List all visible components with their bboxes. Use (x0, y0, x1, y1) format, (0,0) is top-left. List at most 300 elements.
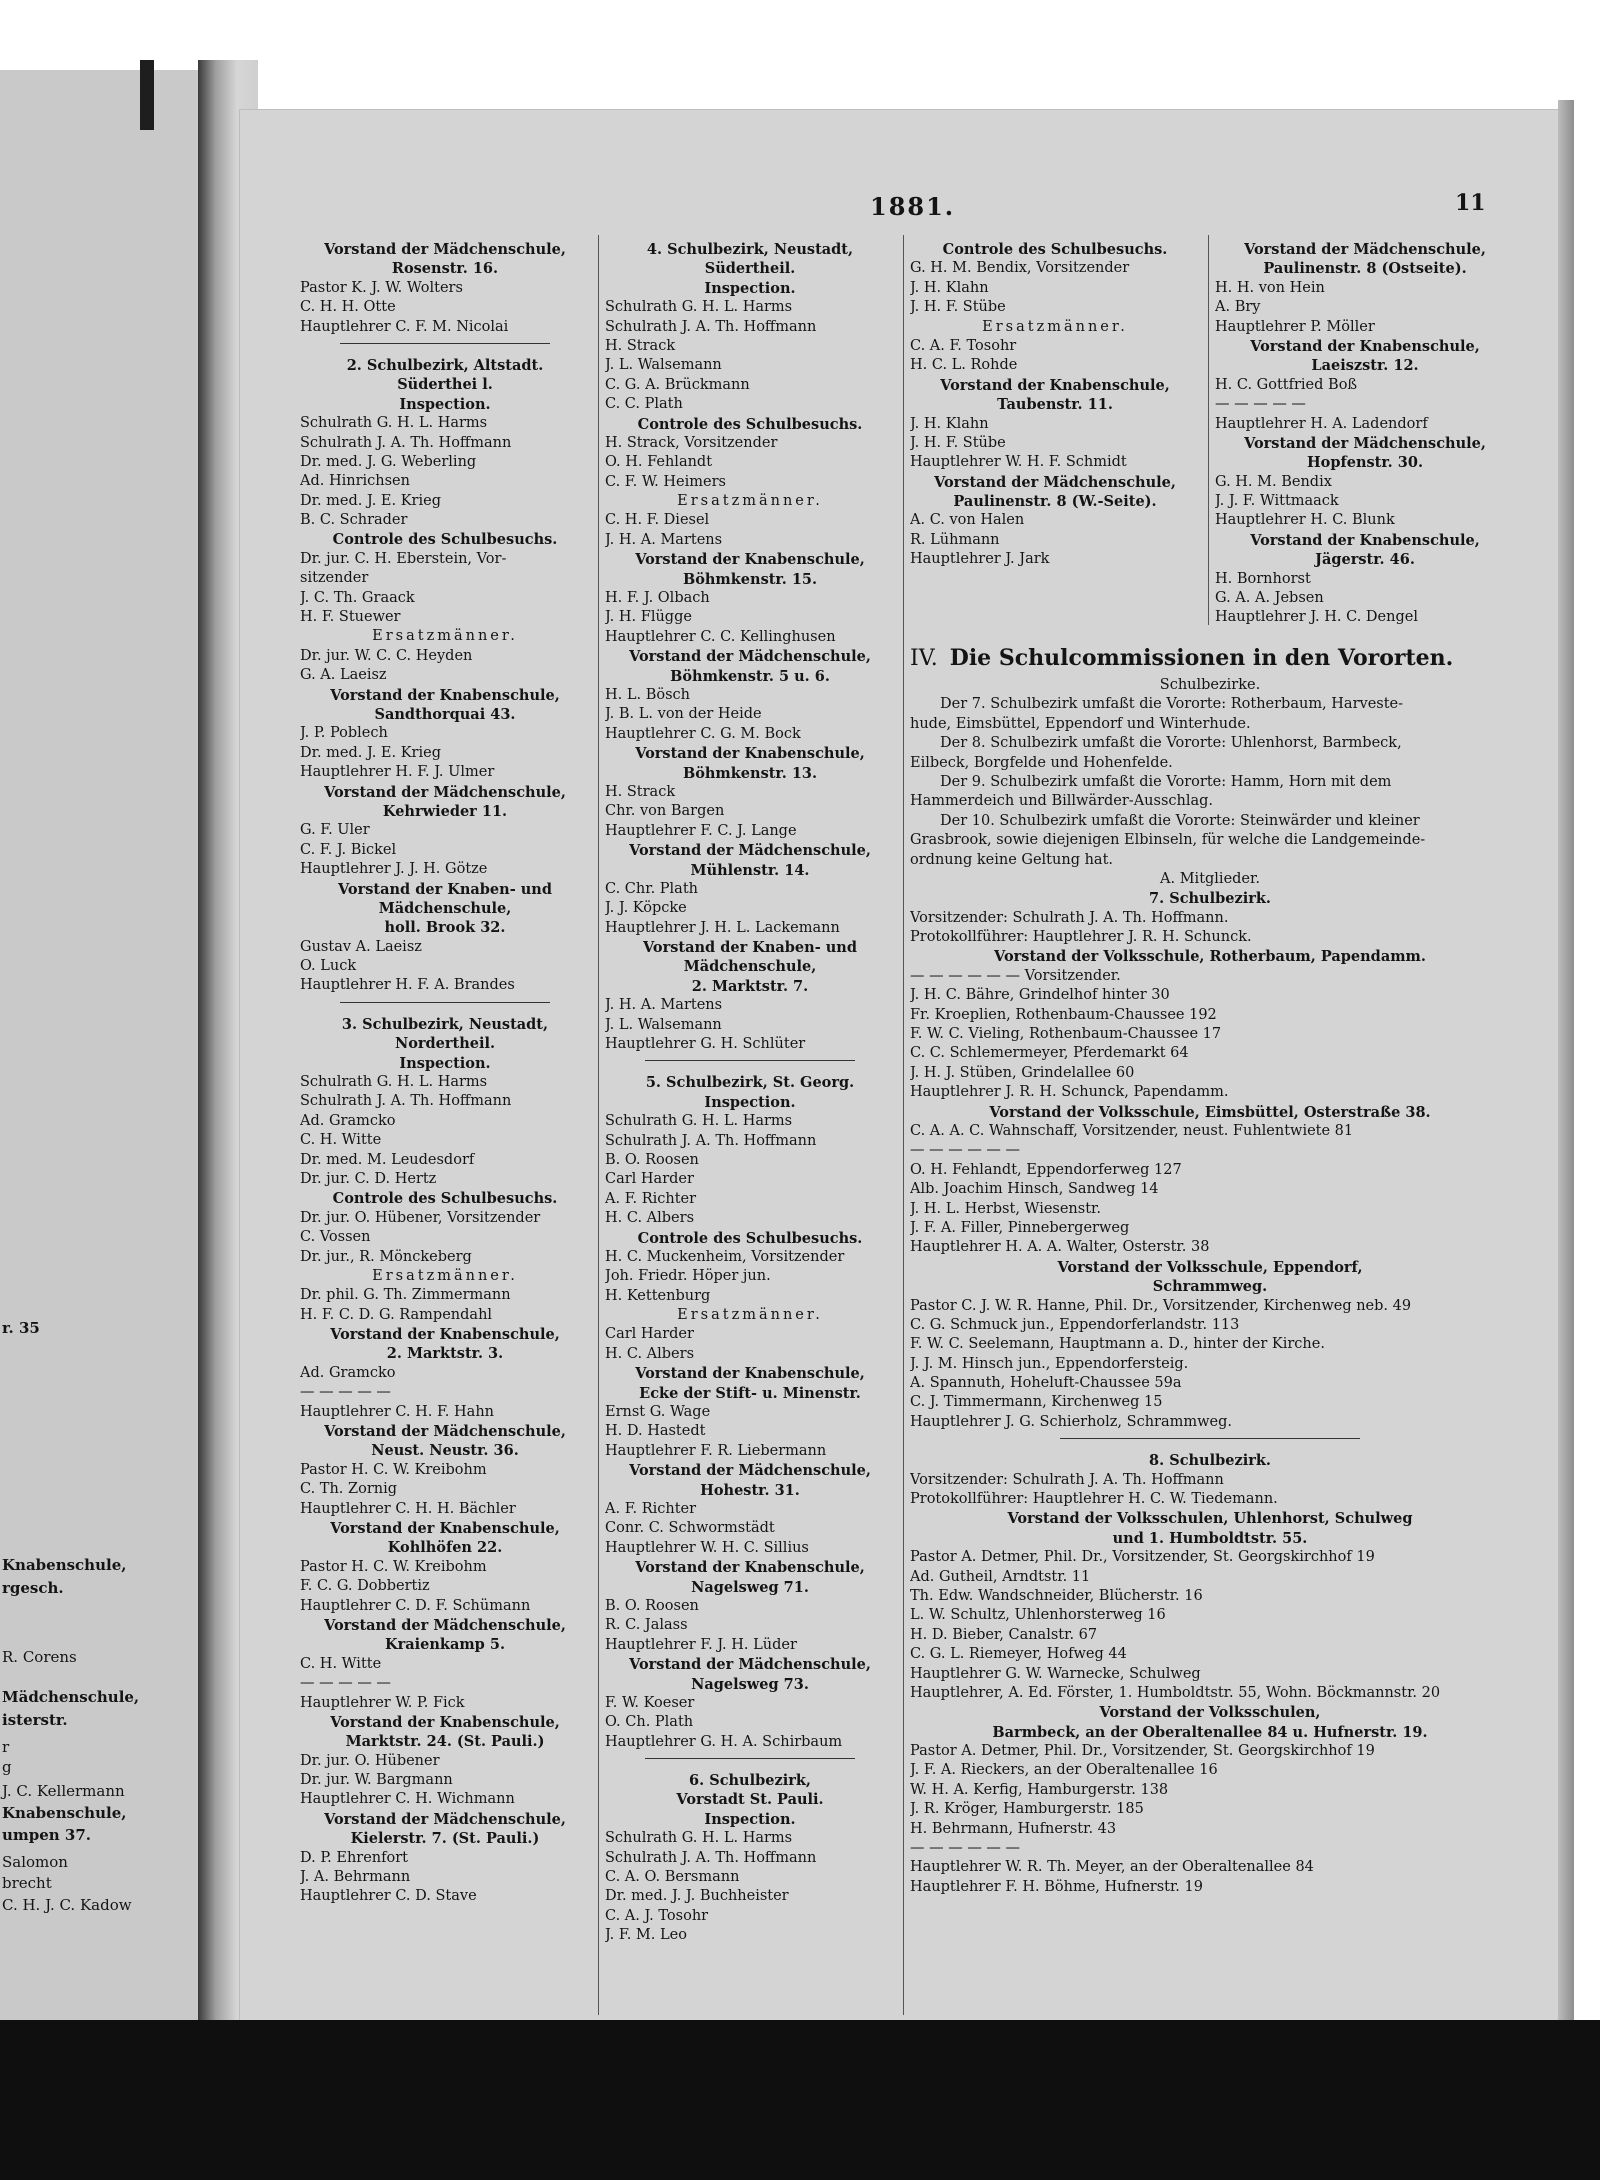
entry-line: F. W. C. Seelemann, Hauptmann a. D., hinter der Kirche. (910, 1336, 1325, 1353)
section-heading: Laeiszstr. 12. (1311, 357, 1419, 375)
entry-line: Hauptlehrer H. C. Blunk (1215, 512, 1395, 529)
entry-line: Hauptlehrer G. W. Warnecke, Schulweg (910, 1665, 1201, 1682)
entry-line: H. D. Hastedt (605, 1423, 706, 1440)
entry-line: Dr. jur. C. H. Eberstein, Vor- (300, 550, 507, 567)
entry-line: Hammerdeich und Billwärder-Ausschlag. (910, 793, 1214, 810)
entry-line: R. C. Jalass (605, 1617, 688, 1634)
section-heading: Vorstand der Knabenschule, (635, 551, 865, 569)
section-heading: Vorstand der Mädchenschule, (629, 1656, 871, 1674)
entry-line: H. Kettenburg (605, 1287, 711, 1304)
entry-line: Hauptlehrer W. P. Fick (300, 1694, 465, 1711)
entry-line: Pastor H. C. W. Kreibohm (300, 1461, 487, 1478)
section-heading: Hohestr. 31. (700, 1481, 800, 1499)
section-heading: 5. Schulbezirk, St. Georg. (645, 1074, 855, 1092)
section-heading: Vorstand der Knabenschule, (330, 1520, 560, 1537)
entry-line: Ersatzmänner. (372, 628, 518, 645)
left-page-fragment: Knabenschule, (2, 1804, 127, 1822)
section-heading: Controle des Schulbesuchs. (332, 1190, 558, 1208)
section-rule (340, 343, 550, 356)
section-heading: Vorstand der Knabenschule, (330, 686, 560, 704)
entry-line: R. Lühmann (910, 531, 1000, 548)
left-page-fragment: C. H. J. C. Kadow (2, 1896, 132, 1914)
section-heading: Vorstand der Knabenschule, (1250, 531, 1480, 549)
entry-line: C. C. Schlemermeyer, Pferdemarkt 64 (910, 1045, 1189, 1062)
entry-line: C. A. A. C. Wahnschaff, Vorsitzender, neust. Fuhlentwiete 81 (910, 1122, 1354, 1139)
entry-line: J. L. Walsemann (605, 1016, 722, 1033)
entry-line: Th. Edw. Wandschneider, Blücherstr. 16 (910, 1587, 1203, 1604)
entry-line: Der 10. Schulbezirk umfaßt die Vororte: Steinwärder und kleiner (940, 812, 1420, 829)
section-heading: Controle des Schulbesuchs. (637, 1229, 863, 1247)
entry-line: Carl Harder (605, 1326, 694, 1343)
column-divider (1208, 235, 1209, 625)
entry-line: Hauptlehrer H. A. A. Walter, Osterstr. 38 (910, 1239, 1210, 1256)
section-heading: holl. Brook 32. (384, 919, 506, 937)
entry-line: — — — — — (1215, 396, 1306, 413)
entry-line: H. F. C. D. G. Rampendahl (300, 1306, 493, 1323)
entry-line: G. A. Laeisz (300, 667, 387, 684)
entry-line: J. A. Behrmann (300, 1869, 411, 1886)
section-heading: Inspection. (399, 1054, 491, 1072)
entry-line: C. Chr. Plath (605, 880, 698, 897)
entry-line: J. F. A. Filler, Pinnebergerweg (910, 1219, 1130, 1236)
entry-line: Fr. Kroeplien, Rothenbaum-Chaussee 192 (910, 1006, 1217, 1023)
section-heading: Nordertheil. (394, 1035, 496, 1053)
entry-line: Gustav A. Laeisz (300, 938, 422, 955)
entry-line: hude, Eimsbüttel, Eppendorf und Winterhude. (910, 715, 1251, 732)
section-heading: Taubenstr. 11. (997, 396, 1113, 414)
section-heading: Inspection. (399, 395, 491, 413)
entry-line: C. G. L. Riemeyer, Hofweg 44 (910, 1646, 1127, 1663)
column-divider (598, 235, 599, 2015)
entry-line: J. J. Köpcke (605, 900, 687, 917)
entry-line: Hauptlehrer P. Möller (1215, 318, 1375, 335)
entry-line: J. C. Th. Graack (300, 589, 415, 606)
entry-line: A. C. von Halen (910, 512, 1025, 529)
column-3 (910, 240, 1200, 570)
entry-line: Dr. jur. O. Hübener, Vorsitzender (300, 1209, 541, 1226)
entry-line: A. Bry (1215, 299, 1261, 316)
left-page-fragment: r. 35 (2, 1319, 40, 1337)
entry-line: Der 7. Schulbezirk umfaßt die Vororte: Rotherbaum, Harveste- (940, 696, 1404, 713)
section-heading: Paulinenstr. 8 (W.-Seite). (953, 493, 1157, 511)
entry-line: Hauptlehrer C. H. Wichmann (300, 1791, 515, 1808)
entry-line: Hauptlehrer, A. Ed. Förster, 1. Humboldtstr. 55, Wohn. Böckmannstr. 20 (910, 1684, 1441, 1701)
entry-line: Alb. Joachim Hinsch, Sandweg 14 (910, 1181, 1159, 1198)
entry-line: Hauptlehrer F. J. H. Lüder (605, 1636, 797, 1653)
entry-line: J. H. C. Bähre, Grindelhof hinter 30 (910, 987, 1170, 1004)
entry-line: Schulrath J. A. Th. Hoffmann (300, 1093, 512, 1110)
entry-line: Grasbrook, sowie diejenigen Elbinseln, für welche die Landgemeinde- (910, 832, 1426, 849)
entry-line: Schulrath G. H. L. Harms (300, 415, 488, 432)
section-numeral: IV. (910, 646, 938, 671)
section-heading: Schrammweg. (1152, 1278, 1268, 1296)
entry-line: Carl Harder (605, 1171, 694, 1188)
entry-line: Hauptlehrer C. D. F. Schümann (300, 1597, 531, 1614)
section-heading: 4. Schulbezirk, Neustadt, (646, 241, 854, 258)
section-heading: Vorstand der Mädchenschule, (629, 1462, 871, 1480)
bookmark-tab (140, 60, 154, 130)
entry-line: Hauptlehrer H. F. A. Brandes (300, 977, 515, 994)
entry-line: Hauptlehrer H. A. Ladendorf (1215, 415, 1428, 432)
section-heading: Vorstand der Mädchenschule, (1244, 434, 1486, 452)
column-1 (300, 240, 590, 1907)
entry-line: Pastor A. Detmer, Phil. Dr., Vorsitzender, St. Georgskirchhof 19 (910, 1549, 1375, 1566)
entry-line: Ad. Gramcko (300, 1112, 396, 1129)
entry-line: Hauptlehrer C. F. M. Nicolai (300, 318, 509, 335)
entry-line: A. Mitglieder. (1160, 870, 1260, 887)
entry-line: C. H. Witte (300, 1655, 382, 1672)
entry-line: B. C. Schrader (300, 512, 408, 529)
entry-line: — — — — — — (910, 1142, 1021, 1159)
entry-line: Hauptlehrer J. H. C. Dengel (1215, 609, 1418, 626)
entry-line: G. F. Uler (300, 822, 370, 839)
entry-line: C. Vossen (300, 1229, 371, 1246)
entry-line: C. H. F. Diesel (605, 512, 710, 529)
entry-line: A. Spannuth, Hoheluft-Chaussee 59a (910, 1375, 1182, 1392)
entry-line: Pastor H. C. W. Kreibohm (300, 1558, 487, 1575)
section-heading: Hopfenstr. 30. (1306, 454, 1423, 472)
section-heading: Vorstand der Volksschule, Rotherbaum, Papendamm. (994, 948, 1426, 966)
section-heading: Jägerstr. 46. (1315, 551, 1415, 569)
entry-line: C. F. W. Heimers (605, 473, 726, 490)
entry-line: H. C. Albers (605, 1210, 695, 1227)
section-heading: 2. Marktstr. 3. (386, 1345, 504, 1363)
section-heading: Mühlenstr. 14. (690, 861, 810, 879)
section-heading: 7. Schulbezirk. (1149, 890, 1271, 908)
section-heading: Rosenstr. 16. (391, 260, 499, 278)
entry-line: Dr. med. M. Leudesdorf (300, 1151, 475, 1168)
entry-line: G. A. A. Jebsen (1215, 590, 1324, 607)
entry-line: O. H. Fehlandt, Eppendorferweg 127 (910, 1161, 1182, 1178)
entry-line: Ersatzmänner. (677, 1307, 823, 1324)
section-heading: Nagelsweg 73. (691, 1675, 809, 1693)
section-title-text: Die Schulcommissionen in den Vororten. (949, 645, 1454, 671)
entry-line: C. A. O. Bersmann (605, 1869, 740, 1886)
page-year: 1881. (870, 192, 956, 221)
left-page-fragment: brecht (2, 1874, 52, 1892)
section-heading: Barmbeck, an der Oberaltenallee 84 u. Hufnerstr. 19. (992, 1723, 1428, 1741)
section-heading: Kielerstr. 7. (St. Pauli.) (350, 1830, 540, 1848)
entry-line: J. P. Poblech (300, 725, 388, 742)
entry-line: A. F. Richter (605, 1190, 697, 1207)
section-heading: Vorstand der Mädchenschule, (1244, 241, 1486, 258)
entry-line: — — — — — — (910, 1840, 1021, 1857)
entry-line: F. C. G. Dobbertiz (300, 1578, 430, 1595)
entry-line: H. L. Bösch (605, 686, 690, 703)
section-rule (340, 1002, 550, 1015)
entry-line: G. H. M. Bendix (1215, 473, 1332, 490)
entry-line: Schulbezirke. (1159, 677, 1261, 693)
section-heading: Vorstand der Mädchenschule, (324, 241, 566, 258)
entry-line: Vorsitzender: Schulrath J. A. Th. Hoffmann (910, 1471, 1224, 1488)
section-heading: Vorstand der Volksschule, Eppendorf, (1057, 1258, 1363, 1276)
left-page-fragment: R. Corens (2, 1648, 77, 1666)
entry-line: H. D. Bieber, Canalstr. 67 (910, 1626, 1098, 1643)
entry-line: G. H. M. Bendix, Vorsitzender (910, 260, 1130, 277)
entry-line: Chr. von Bargen (605, 803, 725, 820)
section-heading: Vorstand der Knabenschule, (940, 376, 1170, 394)
entry-line: J. B. L. von der Heide (605, 706, 762, 723)
section-heading: 6. Schulbezirk, (689, 1772, 811, 1790)
section-heading: Vorstand der Knabenschule, (635, 1559, 865, 1577)
left-page-fragment: r (2, 1738, 10, 1756)
entry-line: Ad. Gramcko (300, 1364, 396, 1381)
section-heading: Vorstand der Mädchenschule, (324, 1616, 566, 1634)
entry-line: J. H. A. Martens (605, 531, 723, 548)
entry-line: Ersatzmänner. (982, 318, 1128, 335)
section-heading: Vorstand der Volksschule, Eimsbüttel, Osterstraße 38. (989, 1103, 1431, 1121)
entry-line: Dr. med. J. E. Krieg (300, 744, 441, 761)
section-heading: Neust. Neustr. 36. (371, 1442, 519, 1460)
section-heading: Mädchenschule, (378, 899, 512, 917)
entry-line: J. H. L. Herbst, Wiesenstr. (910, 1200, 1101, 1217)
section-heading: Vorstand der Mädchenschule, (324, 1810, 566, 1828)
section-heading: Vorstand der Mädchenschule, (629, 842, 871, 860)
left-page-fragment: isterstr. (2, 1711, 68, 1729)
entry-line: W. H. A. Kerfig, Hamburgerstr. 138 (910, 1781, 1169, 1798)
left-page-fragment: g (2, 1758, 12, 1776)
entry-line: Schulrath J. A. Th. Hoffmann (605, 318, 817, 335)
entry-line: Hauptlehrer C. H. F. Hahn (300, 1403, 494, 1420)
entry-line: Dr. phil. G. Th. Zimmermann (300, 1287, 511, 1304)
entry-line: C. F. J. Bickel (300, 841, 397, 858)
entry-line: Der 8. Schulbezirk umfaßt die Vororte: Uhlenhorst, Barmbeck, (940, 735, 1402, 752)
section-heading: Vorstadt St. Pauli. (676, 1791, 824, 1809)
entry-line: J. H. A. Martens (605, 997, 723, 1014)
section-heading: 8. Schulbezirk. (1149, 1452, 1271, 1470)
section-heading: Controle des Schulbesuchs. (332, 531, 558, 549)
entry-line: Schulrath J. A. Th. Hoffmann (605, 1132, 817, 1149)
entry-line: F. W. Koeser (605, 1694, 695, 1711)
section-heading: und 1. Humboldtstr. 55. (1112, 1529, 1308, 1547)
entry-line: C. H. H. Otte (300, 299, 396, 316)
entry-line: Schulrath G. H. L. Harms (605, 299, 793, 316)
section-heading: Controle des Schulbesuchs. (942, 241, 1168, 258)
entry-line: — — — — — — Vorsitzender. (910, 967, 1121, 984)
entry-line: C. A. J. Tosohr (605, 1907, 709, 1924)
scan-bottom-border (0, 2020, 1600, 2180)
entry-line: H. H. von Hein (1215, 279, 1325, 296)
entry-line: Dr. med. J. G. Weberling (300, 453, 477, 470)
entry-line: Dr. jur. C. D. Hertz (300, 1170, 437, 1187)
section-heading: Inspection. (704, 1093, 796, 1111)
entry-line: H. C. Gottfried Boß (1215, 376, 1358, 393)
entry-line: — — — — — (300, 1675, 391, 1692)
section-heading: Vorstand der Knaben- und (642, 939, 857, 957)
entry-line: Schulrath G. H. L. Harms (300, 1074, 488, 1091)
entry-line: C. H. Witte (300, 1132, 382, 1149)
entry-line: Ersatzmänner. (677, 493, 823, 510)
entry-line: H. C. Muckenheim, Vorsitzender (605, 1248, 845, 1265)
entry-line: J. F. M. Leo (605, 1927, 687, 1944)
entry-line: Dr. jur., R. Mönckeberg (300, 1248, 472, 1265)
entry-line: C. A. F. Tosohr (910, 337, 1017, 354)
entry-line: H. C. L. Rohde (910, 357, 1018, 374)
section-heading: Böhmkenstr. 5 u. 6. (670, 667, 830, 685)
entry-line: ordnung keine Geltung hat. (910, 851, 1113, 868)
entry-line: sitzender (300, 570, 369, 587)
entry-line: J. H. F. Stübe (910, 299, 1006, 316)
entry-line: J. H. Klahn (910, 279, 989, 296)
column-divider (903, 235, 904, 2015)
entry-line: J. H. J. Stüben, Grindelallee 60 (910, 1064, 1135, 1081)
section-iv (910, 642, 1510, 1897)
entry-line: Ersatzmänner. (372, 1267, 518, 1284)
entry-line: B. O. Roosen (605, 1597, 699, 1614)
entry-line: Pastor A. Detmer, Phil. Dr., Vorsitzender, St. Georgskirchhof 19 (910, 1743, 1375, 1760)
entry-line: J. H. F. Stübe (910, 434, 1006, 451)
page-number: 11 (1455, 190, 1486, 216)
entry-line: Hauptlehrer H. F. J. Ulmer (300, 764, 495, 781)
entry-line: A. F. Richter (605, 1501, 697, 1517)
section-heading: Böhmkenstr. 13. (682, 764, 818, 782)
entry-line: Hauptlehrer J. H. L. Lackemann (605, 919, 840, 936)
entry-line: Vorsitzender: Schulrath J. A. Th. Hoffmann. (910, 909, 1229, 926)
entry-line: Hauptlehrer J. Jark (910, 551, 1050, 568)
entry-line: Hauptlehrer F. H. Böhme, Hufnerstr. 19 (910, 1878, 1203, 1895)
section-heading: 2. Marktstr. 7. (691, 977, 809, 995)
entry-line: Conr. C. Schwormstädt (605, 1520, 775, 1537)
section-rule (645, 1060, 855, 1073)
entry-line: Hauptlehrer C. H. H. Bächler (300, 1500, 516, 1517)
section-heading: Vorstand der Volksschulen, (1099, 1704, 1321, 1722)
section-heading: Vorstand der Knabenschule, (330, 1326, 560, 1344)
section-heading: Vorstand der Knabenschule, (330, 1713, 560, 1731)
entry-line: Schulrath G. H. L. Harms (605, 1830, 793, 1847)
entry-line: Hauptlehrer J. J. H. Götze (300, 861, 488, 878)
entry-line: C. J. Timmermann, Kirchenweg 15 (910, 1394, 1163, 1411)
entry-line: J. R. Kröger, Hamburgerstr. 185 (910, 1801, 1144, 1818)
section-heading: Vorstand der Mädchenschule, (629, 648, 871, 666)
entry-line: Dr. med. J. J. Buchheister (605, 1888, 789, 1905)
entry-line: Pastor C. J. W. R. Hanne, Phil. Dr., Vorsitzender, Kirchenweg neb. 49 (910, 1297, 1412, 1314)
section-heading: Kraienkamp 5. (384, 1636, 506, 1654)
entry-line: O. H. Fehlandt (605, 454, 713, 471)
page-edge (1558, 100, 1574, 2030)
entry-line: Protokollführer: Hauptlehrer H. C. W. Tiedemann. (910, 1491, 1278, 1508)
entry-line: Hauptlehrer G. H. Schlüter (605, 1036, 806, 1053)
section-heading: Vorstand der Volksschulen, Uhlenhorst, Schulweg (1007, 1510, 1413, 1528)
entry-line: Joh. Friedr. Höper jun. (605, 1268, 771, 1285)
entry-line: D. P. Ehrenfort (300, 1849, 408, 1866)
entry-line: Hauptlehrer W. R. Th. Meyer, an der Oberaltenallee 84 (910, 1859, 1314, 1876)
entry-line: Protokollführer: Hauptlehrer J. R. H. Schunck. (910, 929, 1252, 946)
section-heading: Vorstand der Knaben- und (337, 880, 552, 898)
section-heading: 2. Schulbezirk, Altstadt. (346, 356, 544, 374)
entry-line: O. Ch. Plath (605, 1714, 694, 1731)
section-heading: Nagelsweg 71. (691, 1578, 809, 1596)
left-page-fragment: rgesch. (2, 1579, 64, 1597)
entry-line: Dr. jur. W. C. C. Heyden (300, 647, 473, 664)
entry-line: Hauptlehrer C. G. M. Bock (605, 725, 801, 742)
entry-line: H. Strack (605, 783, 676, 800)
section-heading: Inspection. (704, 279, 796, 297)
entry-line: Hauptlehrer C. D. Stave (300, 1888, 477, 1905)
entry-line: H. F. Stuewer (300, 609, 401, 626)
entry-line: J. H. Klahn (910, 415, 989, 432)
entry-line: H. Bornhorst (1215, 570, 1311, 587)
entry-line: B. O. Roosen (605, 1151, 699, 1168)
column-2 (605, 240, 895, 1946)
section-rule (1060, 1438, 1360, 1451)
entry-line: C. C. Plath (605, 396, 683, 413)
entry-line: J. L. Walsemann (605, 357, 722, 374)
entry-line: Hauptlehrer G. H. A. Schirbaum (605, 1733, 843, 1750)
entry-line: Schulrath G. H. L. Harms (605, 1113, 793, 1130)
entry-line: J. H. Flügge (605, 609, 692, 626)
section-heading: Vorstand der Knabenschule, (635, 1365, 865, 1383)
section-heading: Süderthei l. (397, 376, 493, 394)
column-4 (1215, 240, 1515, 628)
entry-line: Schulrath J. A. Th. Hoffmann (300, 434, 512, 451)
entry-line: H. Strack, Vorsitzender (605, 434, 778, 451)
entry-line: C. G. Schmuck jun., Eppendorferlandstr. 113 (910, 1316, 1240, 1333)
entry-line: J. J. M. Hinsch jun., Eppendorfersteig. (910, 1355, 1189, 1372)
entry-line: C. G. A. Brückmann (605, 376, 750, 393)
entry-line: O. Luck (300, 958, 357, 975)
section-heading: Marktstr. 24. (St. Pauli.) (345, 1733, 545, 1751)
left-page-fragment: Mädchenschule, (2, 1688, 140, 1706)
entry-line: Ad. Gutheil, Arndtstr. 11 (910, 1568, 1091, 1585)
entry-line: Ad. Hinrichsen (300, 473, 410, 490)
section-heading: Südertheil. (704, 260, 796, 278)
section-heading: Vorstand der Knabenschule, (1250, 337, 1480, 355)
section-heading: Kehrwieder 11. (382, 802, 508, 820)
left-page-fragment: J. C. Kellermann (2, 1782, 125, 1800)
section-heading: Vorstand der Mädchenschule, (324, 783, 566, 801)
entry-line: L. W. Schultz, Uhlenhorsterweg 16 (910, 1607, 1166, 1624)
entry-line: Ernst G. Wage (605, 1404, 711, 1421)
section-heading: Vorstand der Mädchenschule, (324, 1423, 566, 1441)
entry-line: Hauptlehrer F. R. Liebermann (605, 1442, 827, 1459)
section-heading: Böhmkenstr. 15. (682, 570, 818, 588)
entry-line: — — — — — (300, 1384, 391, 1401)
section-heading: Vorstand der Knabenschule, (635, 745, 865, 763)
section-heading: Kohlhöfen 22. (387, 1539, 503, 1557)
entry-line: Hauptlehrer F. C. J. Lange (605, 822, 797, 839)
entry-line: J. J. F. Wittmaack (1215, 493, 1339, 510)
entry-line: F. W. C. Vieling, Rothenbaum-Chaussee 17 (910, 1026, 1222, 1043)
entry-line: Pastor K. J. W. Wolters (300, 279, 463, 296)
entry-line: Dr. jur. O. Hübener (300, 1752, 440, 1769)
entry-line: Hauptlehrer J. G. Schierholz, Schrammweg. (910, 1413, 1232, 1430)
entry-line: H. Behrmann, Hufnerstr. 43 (910, 1820, 1117, 1837)
entry-line: Eilbeck, Borgfelde und Hohenfelde. (910, 754, 1173, 771)
section-rule (645, 1758, 855, 1771)
section-heading: Vorstand der Mädchenschule, (934, 473, 1176, 491)
entry-line: Hauptlehrer W. H. C. Sillius (605, 1539, 809, 1556)
entry-line: H. C. Albers (605, 1345, 695, 1362)
section-heading: Mädchenschule, (683, 958, 817, 976)
section-heading: Ecke der Stift- u. Minenstr. (639, 1384, 861, 1402)
entry-line: C. Th. Zornig (300, 1481, 398, 1498)
entry-line: Schulrath J. A. Th. Hoffmann (605, 1849, 817, 1866)
entry-line: Der 9. Schulbezirk umfaßt die Vororte: Hamm, Horn mit dem (940, 773, 1392, 790)
entry-line: Hauptlehrer J. R. H. Schunck, Papendamm. (910, 1084, 1229, 1101)
entry-line: H. F. J. Olbach (605, 590, 710, 607)
entry-line: Dr. med. J. E. Krieg (300, 492, 441, 509)
entry-line: Hauptlehrer C. C. Kellinghusen (605, 628, 836, 645)
section-heading: Sandthorquai 43. (374, 705, 516, 723)
entry-line: H. Strack (605, 337, 676, 354)
section-heading: Inspection. (704, 1810, 796, 1828)
entry-line: Dr. jur. W. Bargmann (300, 1772, 453, 1789)
left-page-fragment: Salomon (2, 1853, 68, 1871)
section-iv-lines (910, 676, 1510, 1897)
section-heading: Paulinenstr. 8 (Ostseite). (1263, 260, 1467, 278)
left-page-fragment: umpen 37. (2, 1826, 92, 1844)
entry-line: J. F. A. Rieckers, an der Oberaltenallee 16 (910, 1762, 1218, 1779)
